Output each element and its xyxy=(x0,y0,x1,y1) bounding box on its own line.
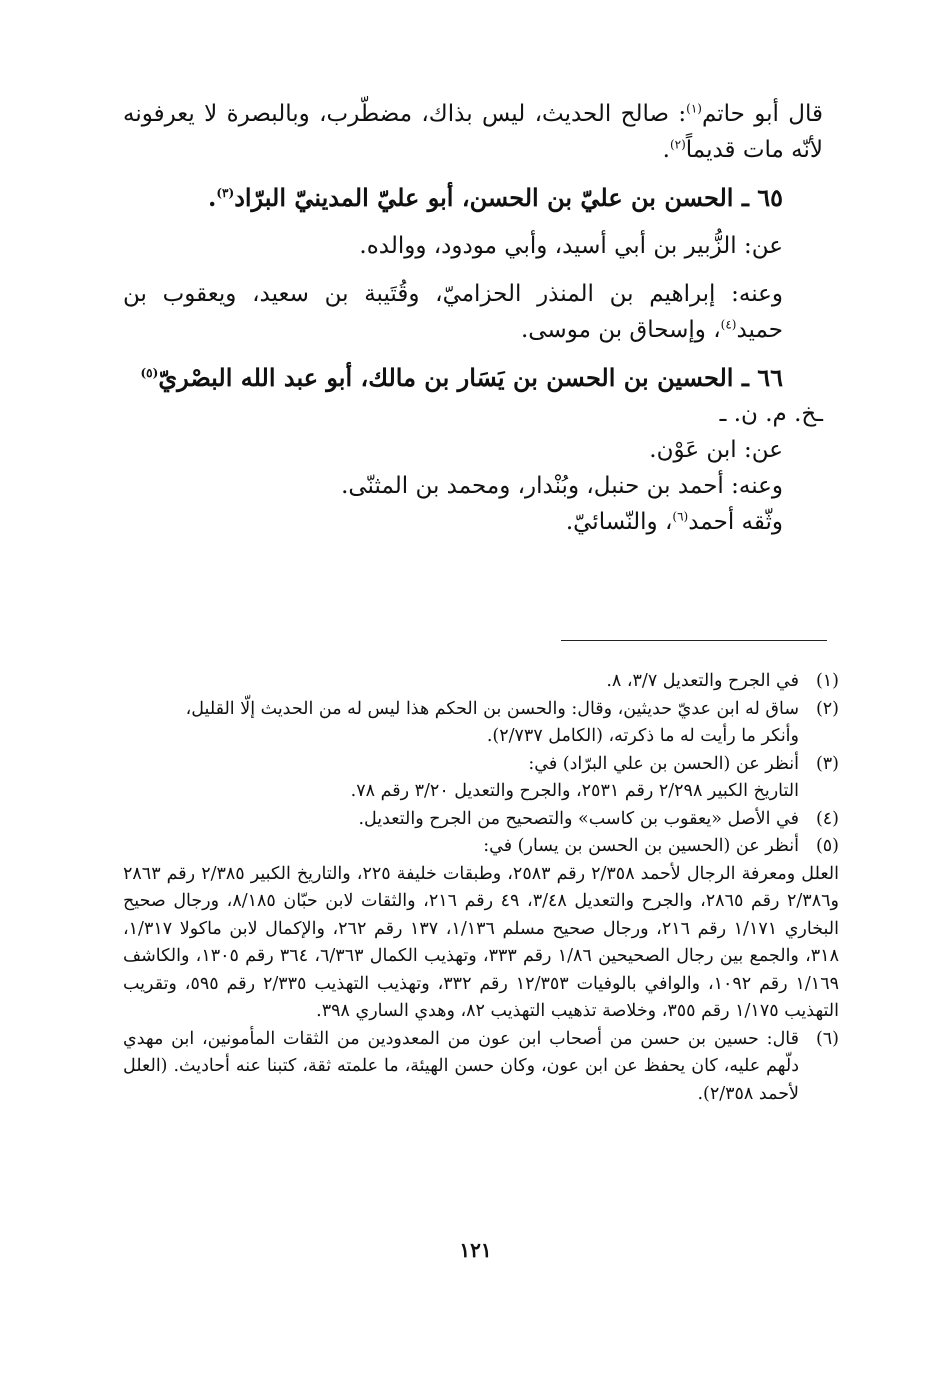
footnote-6: (٦) قال: حسين بن حسن من أصحاب ابن عون من المعدودين من الثقات المأمونين، ابن مهدي دلّهم عليه، كان يحفظ عن ابن عون، وكان حسن الهيئة، ما علمته ثقة، كتبنا عنه أحاديث. (العلل لأحمد ٢/٣٥٨). xyxy=(123,1028,839,1104)
entry-66-teachers: عن: ابن عَوْن. xyxy=(649,437,783,463)
entry-65-students: وعنه: إبراهيم بن المنذر الحزاميّ، وقُتَيبة بن سعيد، ويعقوب بن حميد$^{(٤)}$، وإسحاق بن موسى. xyxy=(123,281,783,343)
entry-65-title: ٦٥ ـ الحسن بن عليّ بن الحسن، أبو عليّ المدينيّ البرّاد$^{(٣)}$. xyxy=(208,183,783,212)
footnote-ref-1[interactable]: (١) xyxy=(686,101,702,116)
footnote-separator xyxy=(561,640,827,641)
footnotes xyxy=(123,668,839,1108)
main-text xyxy=(123,96,823,540)
entry-66-tawthiq: وثّقه أحمد$^{(٦)}$، والنّسائيّ. xyxy=(565,509,783,535)
footnote-4: (٤) في الأصل «يعقوب بن كاسب» والتصحيح من الجرح والتعديل. xyxy=(358,808,839,829)
footnote-ref-5[interactable]: (٥) xyxy=(140,366,159,380)
entry-66-students: وعنه: أحمد بن حنبل، وبُنْدار، ومحمد بن المثنّى. xyxy=(341,473,783,499)
footnote-ref-2[interactable]: (٢) xyxy=(669,137,686,152)
entry-65-teachers: عن: الزُّبير بن أبي أسيد، وأبي مودود، ووالده. xyxy=(359,233,783,259)
entry-66-title: ٦٦ ـ الحسين بن الحسن بن يَسَار بن مالك، أبو عبد الله البصْريّ$^{(٥)}$ xyxy=(140,363,783,392)
footnote-ref-3[interactable]: (٣) xyxy=(216,186,235,200)
paragraph-abu-hatim: قال أبو حاتم$^{(١)}$: صالح الحديث، ليس بذاك، مضطّرب، وبالبصرة لا يعرفونه لأنّه مات قديماً$^{(٢)}$. xyxy=(123,101,823,163)
page-number: ١٢١ xyxy=(459,1238,492,1262)
footnote-1: (١) في الجرح والتعديل ٣/٧، ٨. xyxy=(606,671,839,691)
footnote-3: (٣) أنظر عن (الحسن بن علي البرّاد) في: التاريخ الكبير ٢/٢٩٨ رقم ٢٥٣١، والجرح والتعديل ٣/٢٠ رقم ٧٨. xyxy=(350,753,839,801)
footnote-ref-6[interactable]: (٦) xyxy=(672,509,689,524)
entry-66-codes: ـخ. م. ن. ـ xyxy=(719,401,823,427)
footnote-ref-4[interactable]: (٤) xyxy=(720,317,737,332)
footnote-5: (٥) أنظر عن (الحسين بن الحسن بن يسار) في: العلل ومعرفة الرجال لأحمد ٢/٣٥٨ رقم ٢٥٨٣، وطبقات خليفة ٢٢٥، والتاريخ الكبير ٢/٣٨٥ رقم ٢٨٦٣ و٢/٣٨٦ رقم ٢٨٦٥، والجرح والتعديل ٣/٤٨، ٤٩ رقم ٢١٦، والثقات لابن حبّان ٨/١٨٥، ورجال صحيح البخاري ١/١٧١ رقم ٢١٦، ورجال صحيح مسلم ١/١٣٦، ١٣٧ رقم ٢٦٢، والإكمال لابن ماكولا ١/٣١٧، ٣١٨، والجمع بين رجال الصحيحين ١/٨٦ رقم ٣٣٣، وتهذيب الكمال ٦/٣٦٣، ٣٦٤ رقم ١٣٠٥، والكاشف ١/١٦٩ رقم ١٠٩٢، والوافي بالوفيات ١٢/٣٥٣ رقم ٣٣٢، وتهذيب التهذيب ٢/٣٣٥ رقم ٥٩٥، وتقريب التهذيب ١/١٧٥ رقم ٣٥٥، وخلاصة تذهيب التهذيب ٨٢، وهدي الساري ٣٩٨. xyxy=(123,836,839,1021)
footnote-2: (٢) ساق له ابن عديّ حديثين، وقال: والحسن بن الحكم هذا ليس له من الحديث إلّا القليل، وأنكر ما رأيت له ما ذكرته، (الكامل ٢/٧٣٧). xyxy=(185,698,839,746)
